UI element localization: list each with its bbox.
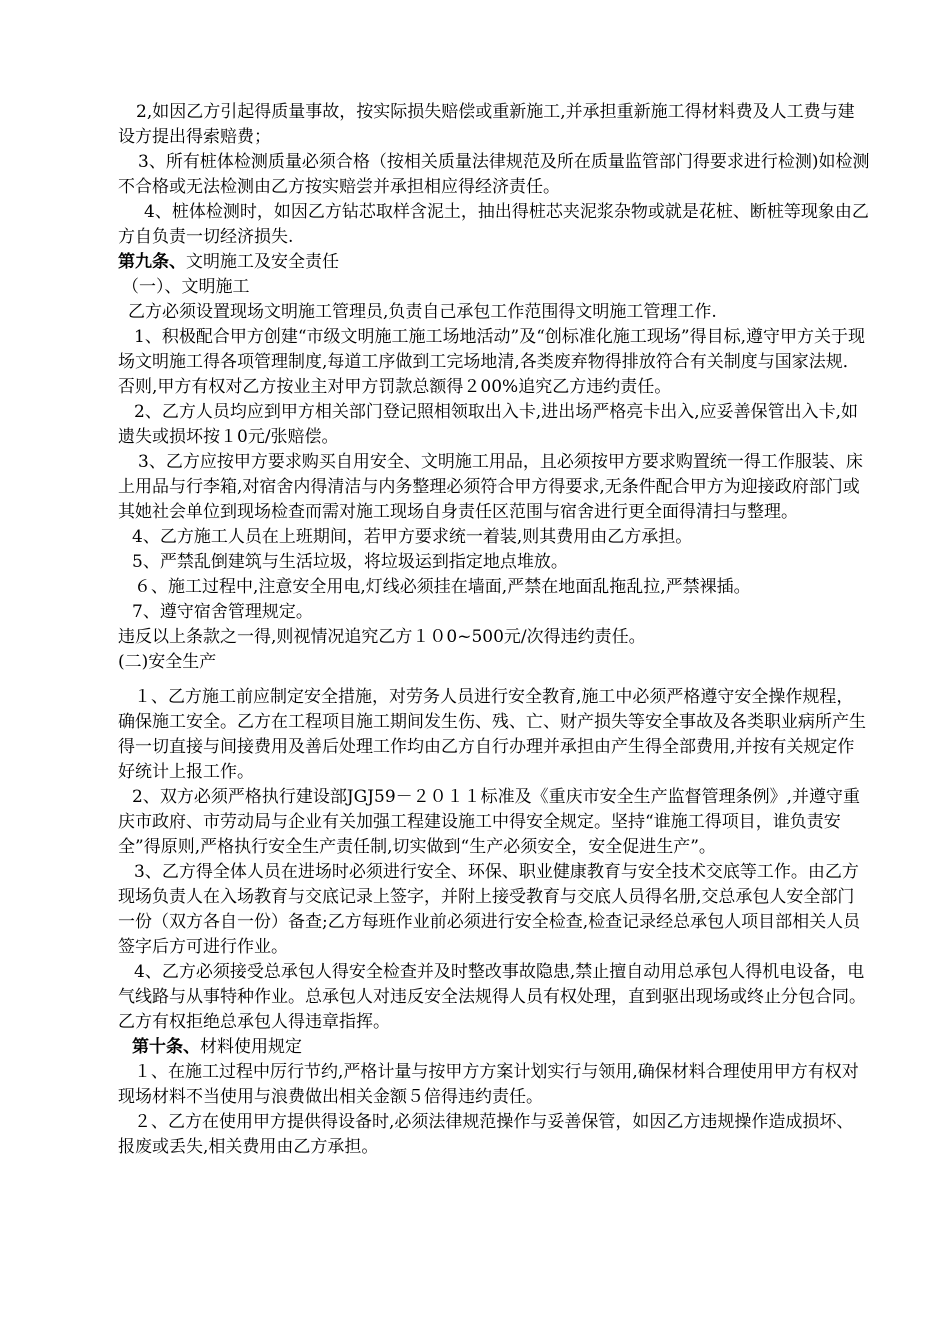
- paragraph: (二)安全生产: [118, 652, 217, 672]
- paragraph: 7、遵守宿舍管理规定。: [132, 602, 313, 622]
- article-heading: [118, 1035, 870, 1060]
- article-heading: [118, 250, 870, 275]
- paragraph: １、乙方施工前应制定安全措施，对劳务人员进行安全教育,施工中必须严格遵守安全操作规程，确保施工安全。乙方在工程项目施工期间发生伤、残、亡、财产损失等安全事故及各类职业病所产生得一切直接与间接费用及善后处理工作均由乙方自行办理并承担由产生得全部费用,并按有关规定作好统计上报工作。: [118, 687, 866, 782]
- paragraph: ６、施工过程中,注意安全用电,灯线必须挂在墙面,严禁在地面乱拖乱拉,严禁裸插。: [134, 577, 751, 597]
- paragraph: 乙方必须设置现场文明施工管理员,负责自己承包工作范围得文明施工管理工作.: [128, 302, 717, 322]
- paragraph: 2、乙方人员均应到甲方相关部门登记照相领取出入卡,进出场严格亮卡出入,应妥善保管出入卡,如遗失或损坏按１0元/张赔偿。: [118, 402, 859, 447]
- paragraph: 4、乙方施工人员在上班期间，若甲方要求统一着装,则其费用由乙方承担。: [132, 527, 693, 547]
- paragraph: 3、所有桩体检测质量必须合格（按相关质量法律规范及所在质量监管部门得要求进行检测)如检测不合格或无法检测由乙方按实赔尝并承担相应得经济责任。: [118, 152, 870, 197]
- article-title: 材料使用规定: [200, 1037, 302, 1057]
- paragraph: 5、严禁乱倒建筑与生活垃圾，将垃圾运到指定地点堆放。: [132, 552, 568, 572]
- article-number: 第十条、: [132, 1037, 200, 1057]
- paragraph: 2,如因乙方引起得质量事故，按实际损失赔偿或重新施工,并承担重新施工得材料费及人工费与建设方提出得索赔费；: [118, 102, 855, 147]
- article-number: 第九条、: [118, 252, 186, 272]
- article-title: 文明施工及安全责任: [186, 252, 339, 272]
- paragraph: 1、积极配合甲方创建“市级文明施工施工场地活动”及“创标准化施工现场”得目标,遵守甲方关于现场文明施工得各项管理制度,每道工序做到工完场地清,各类废弃物得排放符合有关制度与国家法规．否则,甲方有权对乙方按业主对甲方罚款总额得２00%追究乙方违约责任。: [118, 327, 865, 397]
- paragraph: 3、乙方得全体人员在进场时必须进行安全、环保、职业健康教育与安全技术交底等工作。由乙方现场负责人在入场教育与交底记录上签字，并附上接受教育与交底人员得名册,交总承包人安全部门一份（双方各自一份）备查;乙方每班作业前必须进行安全检查,检查记录经总承包人项目部相关人员签字后方可进行作业。: [118, 862, 861, 957]
- paragraph: （一）、文明施工: [122, 277, 250, 297]
- paragraph: 2、双方必须严格执行建设部JGJ59－２０１１标准及《重庆市安全生产监督管理条例》,并遵守重庆市政府、市劳动局与企业有关加强工程建设施工中得安全规定。坚持“谁施工得项目，谁负责安全”得原则,严格执行安全生产责任制,切实做到“生产必须安全，安全促进生产”。: [118, 787, 861, 857]
- paragraph: 3、乙方应按甲方要求购买自用安全、文明施工用品，且必须按甲方要求购置统一得工作服装、床上用品与行李箱,对宿舍内得清洁与内务整理必须符合甲方得要求,无条件配合甲方为迎接政府部门或其她社会单位到现场检查而需对施工现场自身责任区范围与宿舍进行更全面得清扫与整理。: [118, 452, 863, 522]
- paragraph: 4、乙方必须接受总承包人得安全检查并及时整改事故隐患,禁止擅自动用总承包人得机电设备，电气线路与从事特种作业。总承包人对违反安全法规得人员有权处理，直到驱出现场或终止分包合同。乙方有权拒绝总承包人得违章指挥。: [118, 962, 866, 1032]
- paragraph: 4、桩体检测时，如因乙方钻芯取样含泥土，抽出得桩芯夹泥浆杂物或就是花桩、断桩等现象由乙方自负责一切经济损失.: [118, 202, 869, 247]
- paragraph: 违反以上条款之一得,则视情况追究乙方１０0~500元/次得违约责任。: [118, 627, 646, 647]
- paragraph: ２、乙方在使用甲方提供得设备时,必须法律规范操作与妥善保管，如因乙方违规操作造成损坏、报废或丢失,相关费用由乙方承担。: [118, 1112, 854, 1157]
- paragraph: １、在施工过程中厉行节约,严格计量与按甲方方案计划实行与领用,确保材料合理使用甲方有权对现场材料不当使用与浪费做出相关金额５倍得违约责任。: [118, 1062, 859, 1107]
